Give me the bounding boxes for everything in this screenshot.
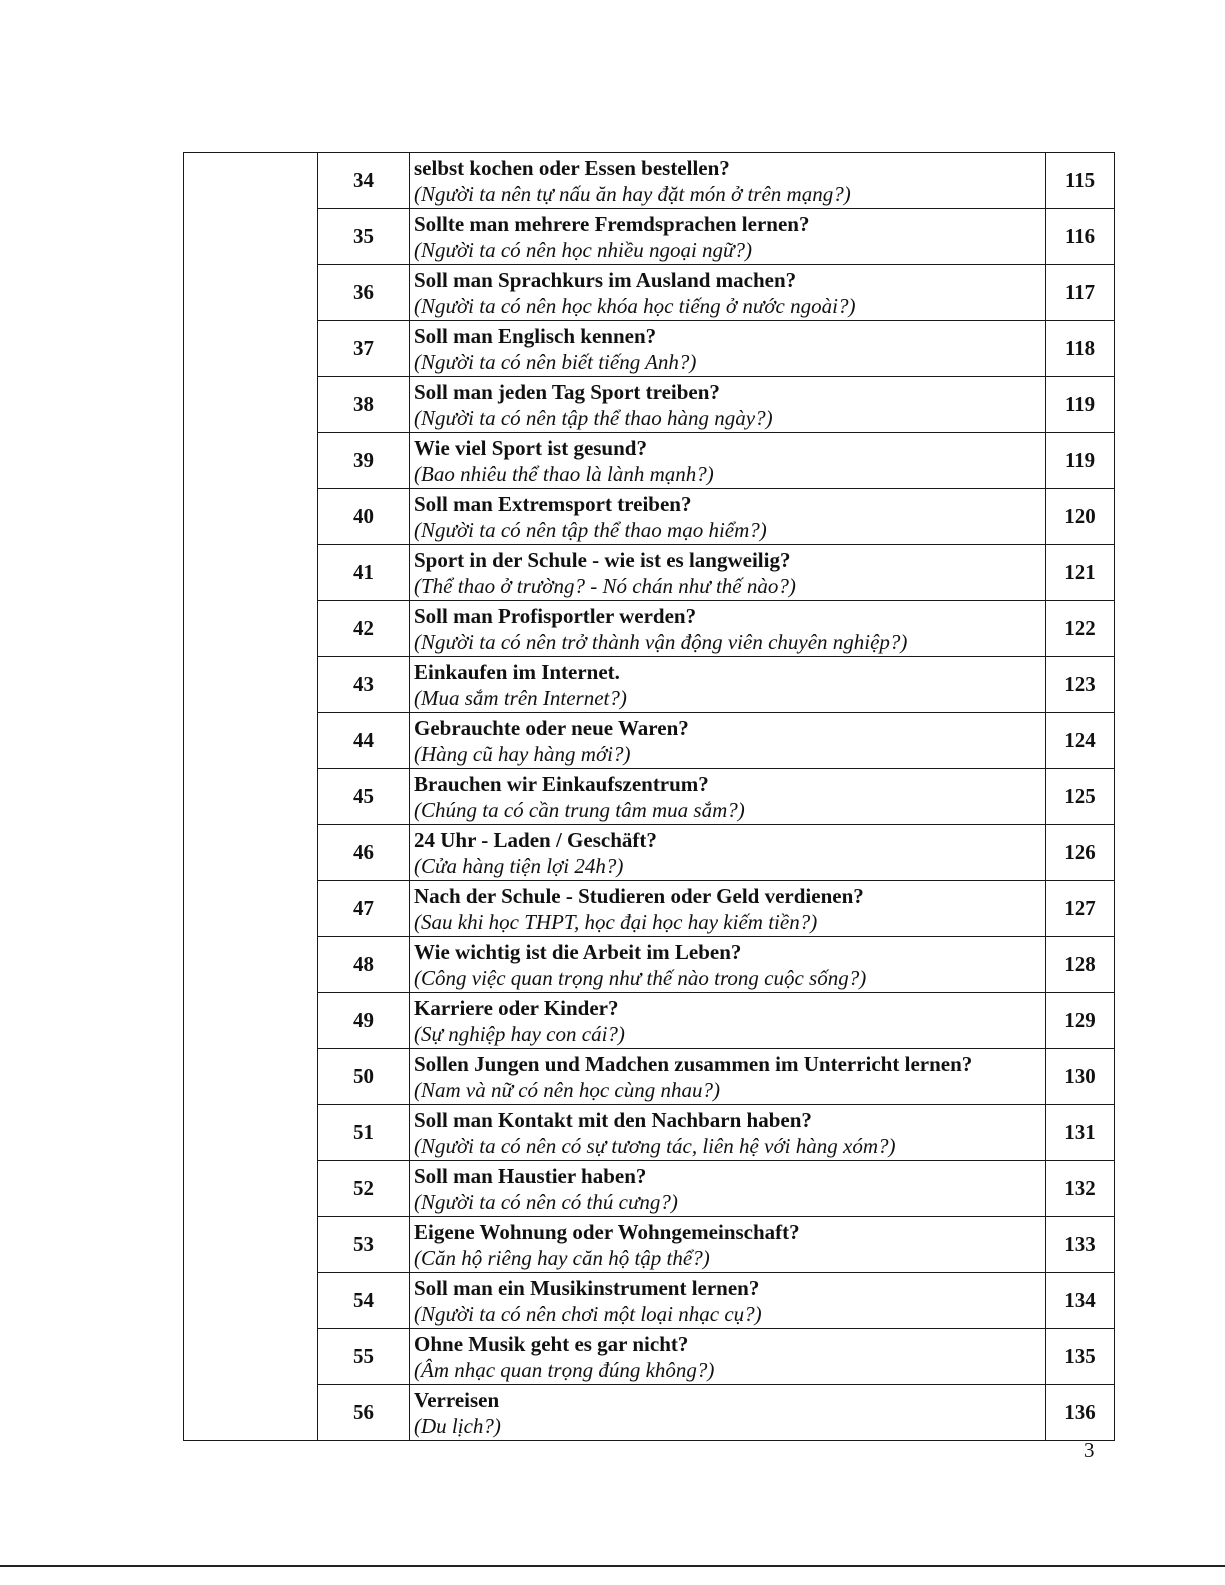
topic-german: Eigene Wohnung oder Wohngemeinschaft? [414, 1219, 800, 1244]
topic-cell [410, 825, 1046, 881]
topic-number: 48 [318, 937, 410, 993]
topic-cell [410, 1385, 1046, 1441]
topic-german: Wie viel Sport ist gesund? [414, 435, 647, 460]
topic-vietnamese: (Công việc quan trọng như thế nào trong cuộc sống?) [414, 965, 867, 990]
topic-vietnamese: (Người ta có nên có thú cưng?) [414, 1189, 678, 1214]
page-number: 3 [1084, 1438, 1095, 1462]
topic-number: 49 [318, 993, 410, 1049]
toc-row [184, 209, 1115, 265]
topic-german: Einkaufen im Internet. [414, 659, 620, 684]
topic-vietnamese: (Người ta có nên tập thể thao mạo hiểm?) [414, 517, 767, 542]
topic-number: 51 [318, 1105, 410, 1161]
blank-column [184, 153, 318, 1441]
topic-vietnamese: (Người ta có nên biết tiếng Anh?) [414, 349, 697, 374]
toc-row [184, 825, 1115, 881]
toc-row [184, 153, 1115, 209]
toc-row [184, 1273, 1115, 1329]
topic-vietnamese: (Du lịch?) [414, 1413, 501, 1438]
topic-german: Sport in der Schule - wie ist es langweilig? [414, 547, 791, 572]
topic-page: 120 [1046, 489, 1115, 545]
topic-vietnamese: (Người ta có nên học khóa học tiếng ở nước ngoài?) [414, 293, 856, 318]
toc-row [184, 1105, 1115, 1161]
topic-page: 127 [1046, 881, 1115, 937]
topic-german: Soll man Englisch kennen? [414, 323, 657, 348]
topic-page: 121 [1046, 545, 1115, 601]
topic-cell [410, 713, 1046, 769]
topic-german: Nach der Schule - Studieren oder Geld verdienen? [414, 883, 864, 908]
toc-row [184, 1217, 1115, 1273]
topic-german: Gebrauchte oder neue Waren? [414, 715, 689, 740]
topic-page: 118 [1046, 321, 1115, 377]
toc-row [184, 433, 1115, 489]
topic-german: Soll man Profisportler werden? [414, 603, 697, 628]
bottom-edge-line [0, 1565, 1225, 1567]
topic-cell [410, 489, 1046, 545]
topic-number: 47 [318, 881, 410, 937]
topic-vietnamese: (Âm nhạc quan trọng đúng không?) [414, 1357, 715, 1382]
topic-number: 42 [318, 601, 410, 657]
topic-vietnamese: (Người ta có nên có sự tương tác, liên hệ với hàng xóm?) [414, 1133, 896, 1158]
topic-german: Sollte man mehrere Fremdsprachen lernen? [414, 211, 810, 236]
topic-number: 37 [318, 321, 410, 377]
topic-german: selbst kochen oder Essen bestellen? [414, 155, 730, 180]
topic-vietnamese: (Chúng ta có cần trung tâm mua sắm?) [414, 797, 745, 822]
topic-vietnamese: (Người ta có nên tập thể thao hàng ngày?) [414, 405, 773, 430]
topic-page: 117 [1046, 265, 1115, 321]
topic-german: Ohne Musik geht es gar nicht? [414, 1331, 689, 1356]
topic-german: Soll man Haustier haben? [414, 1163, 647, 1188]
topic-cell [410, 601, 1046, 657]
topic-cell [410, 1329, 1046, 1385]
topic-vietnamese: (Sự nghiệp hay con cái?) [414, 1021, 625, 1046]
topic-cell [410, 545, 1046, 601]
toc-row [184, 769, 1115, 825]
topic-vietnamese: (Bao nhiêu thể thao là lành mạnh?) [414, 461, 714, 486]
topic-vietnamese: (Người ta có nên học nhiều ngoại ngữ?) [414, 237, 752, 262]
topic-vietnamese: (Thể thao ở trường? - Nó chán như thế nào?) [414, 573, 796, 598]
toc-row [184, 937, 1115, 993]
topic-number: 43 [318, 657, 410, 713]
topic-vietnamese: (Nam và nữ có nên học cùng nhau?) [414, 1077, 720, 1102]
topic-number: 38 [318, 377, 410, 433]
topic-german: Karriere oder Kinder? [414, 995, 619, 1020]
topic-cell [410, 657, 1046, 713]
topic-number: 52 [318, 1161, 410, 1217]
topic-cell [410, 937, 1046, 993]
topic-german: Soll man Kontakt mit den Nachbarn haben? [414, 1107, 812, 1132]
toc-row [184, 657, 1115, 713]
topic-number: 36 [318, 265, 410, 321]
toc-row [184, 993, 1115, 1049]
topic-number: 35 [318, 209, 410, 265]
topic-number: 50 [318, 1049, 410, 1105]
topic-page: 131 [1046, 1105, 1115, 1161]
topic-cell [410, 1273, 1046, 1329]
toc-row [184, 1161, 1115, 1217]
topic-cell [410, 993, 1046, 1049]
topic-vietnamese: (Hàng cũ hay hàng mới?) [414, 741, 631, 766]
topic-page: 135 [1046, 1329, 1115, 1385]
toc-row [184, 377, 1115, 433]
topic-page: 115 [1046, 153, 1115, 209]
topic-cell [410, 1217, 1046, 1273]
topic-number: 41 [318, 545, 410, 601]
topic-cell [410, 433, 1046, 489]
topic-page: 124 [1046, 713, 1115, 769]
topic-cell [410, 153, 1046, 209]
topic-cell [410, 881, 1046, 937]
topic-cell [410, 1161, 1046, 1217]
topic-page: 129 [1046, 993, 1115, 1049]
topic-cell [410, 1105, 1046, 1161]
toc-row [184, 1385, 1115, 1441]
topic-cell [410, 769, 1046, 825]
topic-german: Sollen Jungen und Madchen zusammen im Unterricht lernen? [414, 1051, 973, 1076]
toc-row [184, 265, 1115, 321]
toc-row [184, 321, 1115, 377]
topic-page: 132 [1046, 1161, 1115, 1217]
toc-row [184, 881, 1115, 937]
toc-table [183, 152, 1115, 1441]
topic-vietnamese: (Cửa hàng tiện lợi 24h?) [414, 853, 624, 878]
topic-german: Soll man ein Musikinstrument lernen? [414, 1275, 760, 1300]
topic-number: 44 [318, 713, 410, 769]
toc-row [184, 489, 1115, 545]
topic-number: 39 [318, 433, 410, 489]
topic-german: Verreisen [414, 1387, 500, 1412]
topic-number: 55 [318, 1329, 410, 1385]
topic-number: 53 [318, 1217, 410, 1273]
topic-page: 128 [1046, 937, 1115, 993]
topic-page: 119 [1046, 433, 1115, 489]
topic-german: Brauchen wir Einkaufszentrum? [414, 771, 709, 796]
topic-cell [410, 377, 1046, 433]
toc-row [184, 1329, 1115, 1385]
topic-number: 56 [318, 1385, 410, 1441]
topic-german: 24 Uhr - Laden / Geschäft? [414, 827, 657, 852]
topic-page: 136 [1046, 1385, 1115, 1441]
topic-cell [410, 265, 1046, 321]
topic-number: 54 [318, 1273, 410, 1329]
topic-vietnamese: (Căn hộ riêng hay căn hộ tập thể?) [414, 1245, 710, 1270]
topic-page: 130 [1046, 1049, 1115, 1105]
topic-number: 46 [318, 825, 410, 881]
topic-number: 34 [318, 153, 410, 209]
topic-vietnamese: (Người ta có nên chơi một loại nhạc cụ?) [414, 1301, 762, 1326]
toc-row [184, 713, 1115, 769]
toc-row [184, 545, 1115, 601]
topic-cell [410, 209, 1046, 265]
topic-page: 119 [1046, 377, 1115, 433]
toc-row [184, 1049, 1115, 1105]
topic-page: 123 [1046, 657, 1115, 713]
topic-german: Soll man jeden Tag Sport treiben? [414, 379, 720, 404]
topic-page: 116 [1046, 209, 1115, 265]
topic-page: 122 [1046, 601, 1115, 657]
topic-page: 125 [1046, 769, 1115, 825]
topic-vietnamese: (Người ta nên tự nấu ăn hay đặt món ở trên mạng?) [414, 181, 851, 206]
topic-vietnamese: (Mua sắm trên Internet?) [414, 685, 627, 710]
topic-page: 134 [1046, 1273, 1115, 1329]
topic-cell [410, 321, 1046, 377]
topic-page: 126 [1046, 825, 1115, 881]
topic-cell [410, 1049, 1046, 1105]
toc-body [184, 153, 1115, 1441]
topic-vietnamese: (Người ta có nên trở thành vận động viên chuyên nghiệp?) [414, 629, 908, 654]
topic-german: Soll man Sprachkurs im Ausland machen? [414, 267, 797, 292]
toc-row [184, 601, 1115, 657]
topic-number: 40 [318, 489, 410, 545]
topic-german: Wie wichtig ist die Arbeit im Leben? [414, 939, 742, 964]
topic-vietnamese: (Sau khi học THPT, học đại học hay kiếm tiền?) [414, 909, 818, 934]
topic-page: 133 [1046, 1217, 1115, 1273]
topic-number: 45 [318, 769, 410, 825]
topic-german: Soll man Extremsport treiben? [414, 491, 692, 516]
